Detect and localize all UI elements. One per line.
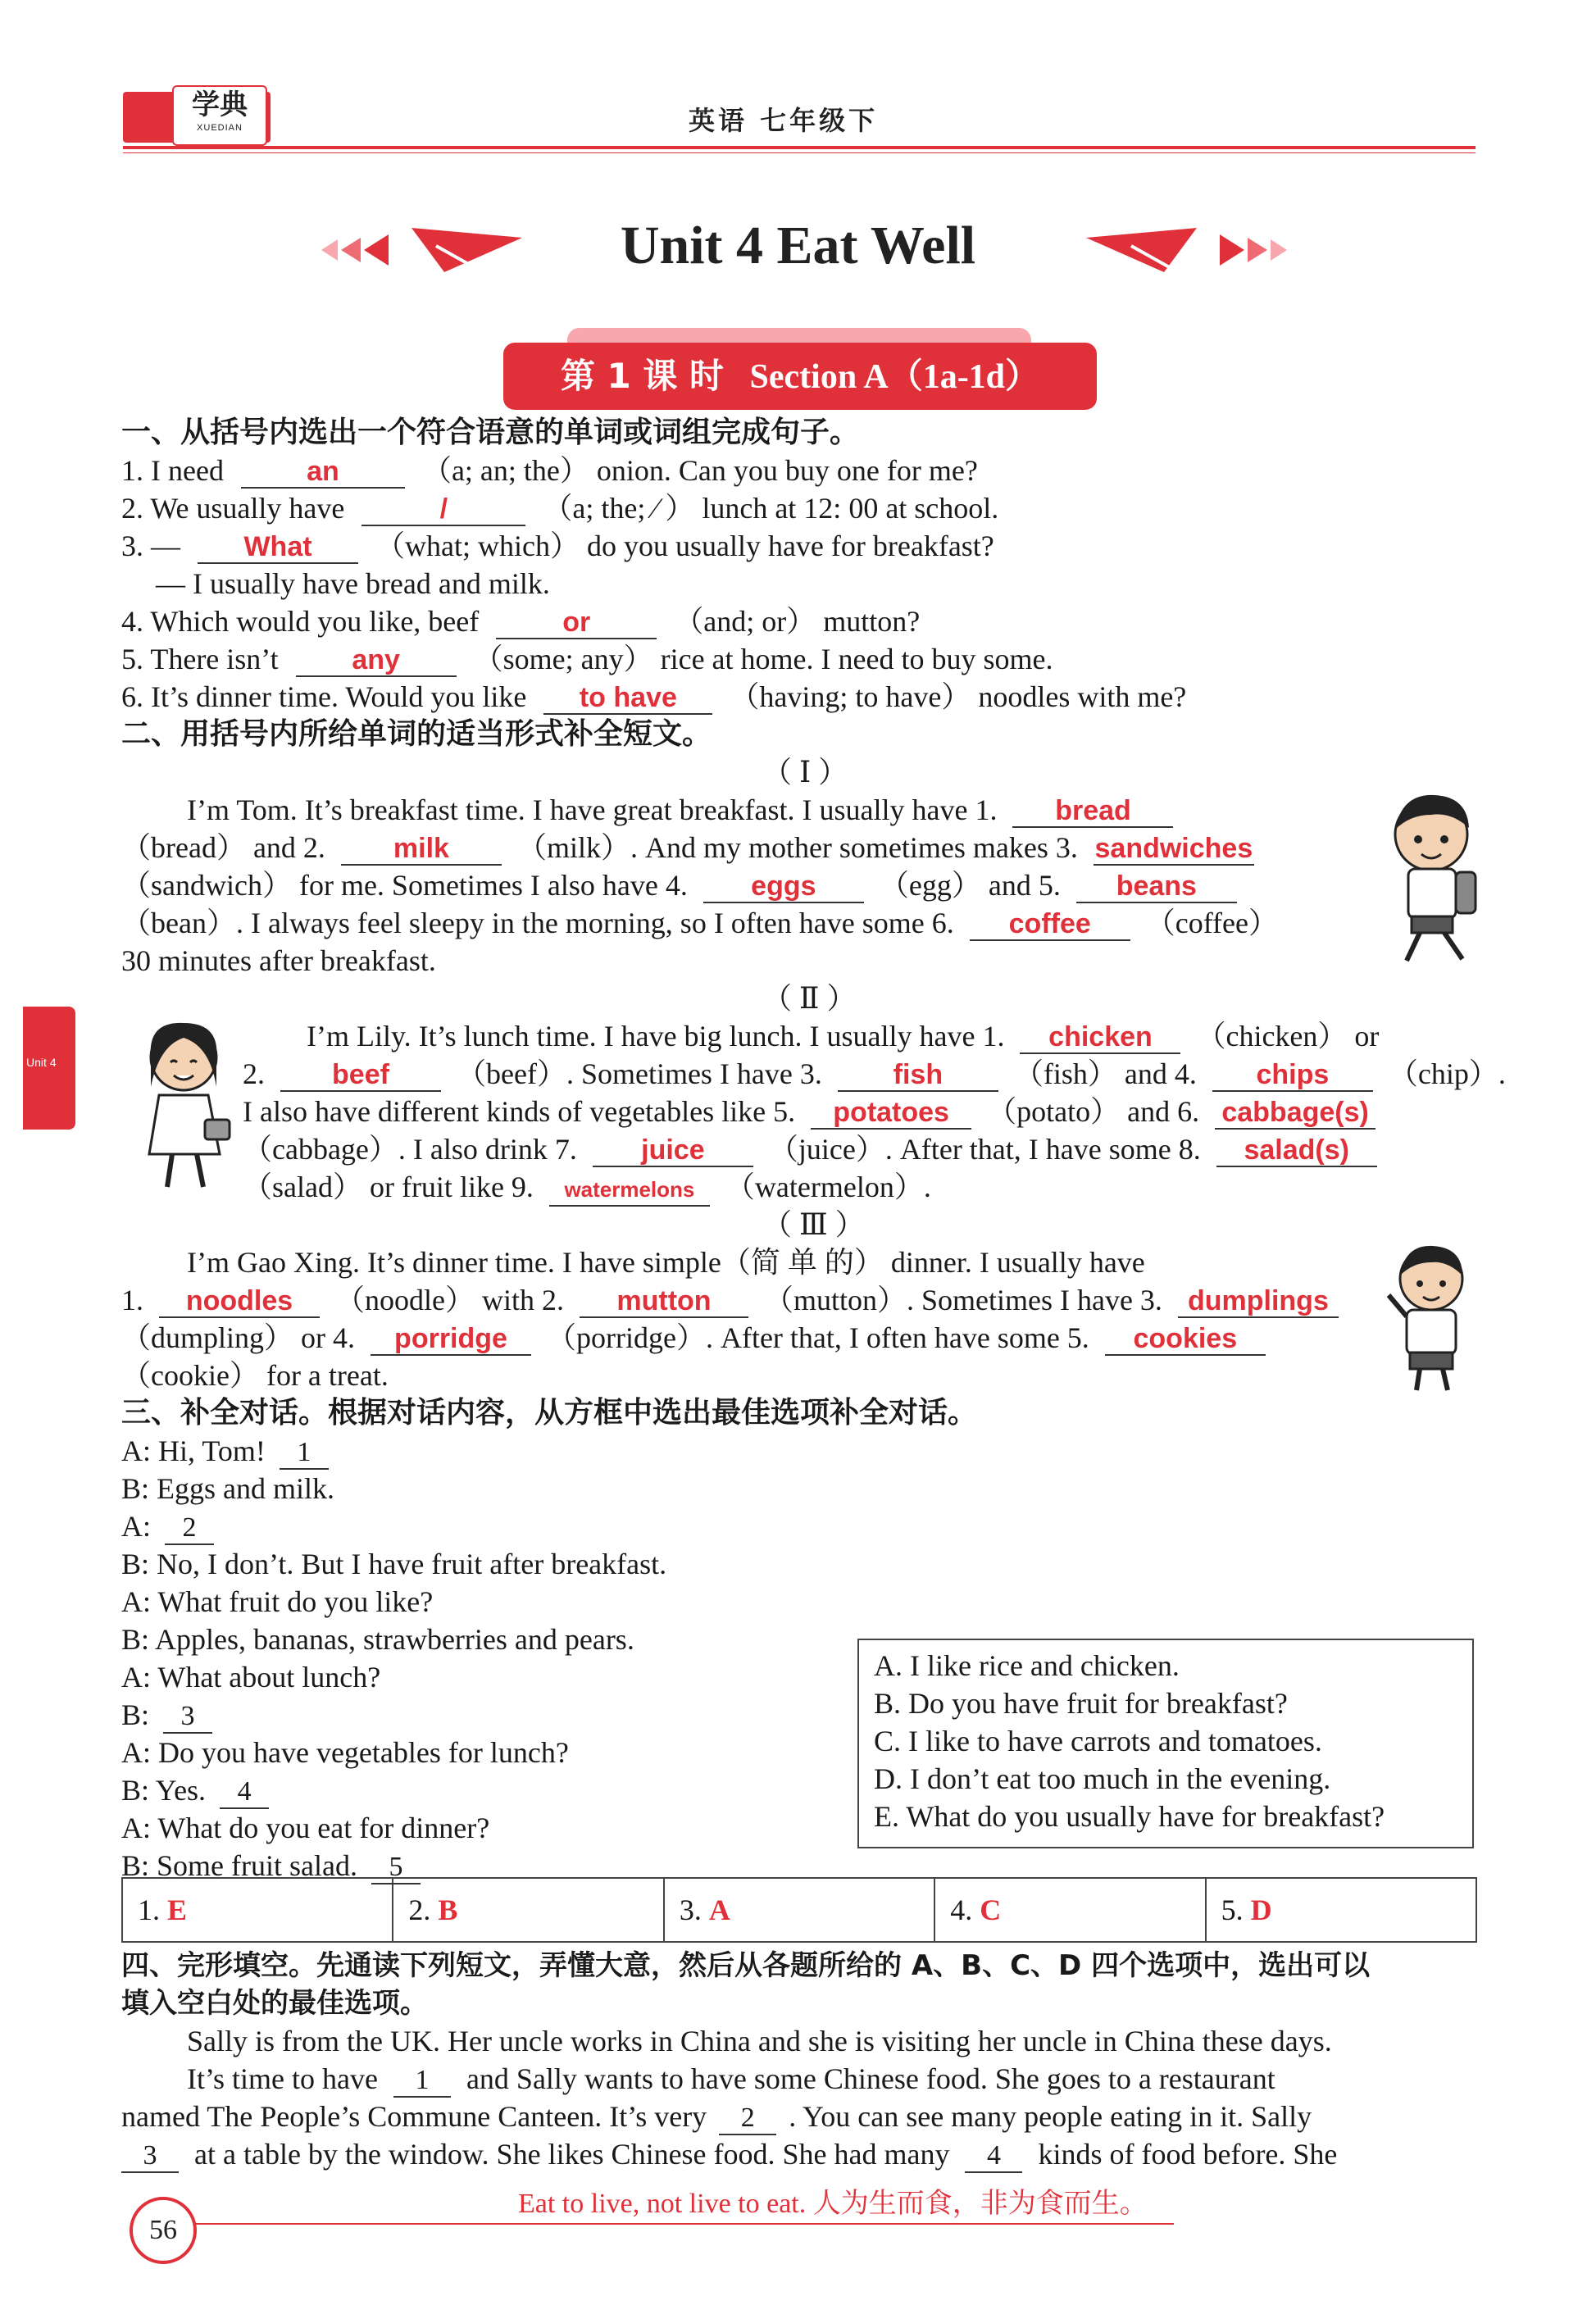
section-banner [503,343,1097,410]
option-e: E. What do you usually have for breakfast? [874,1800,1385,1833]
option-a: A. I like rice and chicken. [874,1649,1180,1682]
passage-2-line-1 [307,1018,1379,1054]
passage-3-line-4: （cookie） for a treat. [121,1359,389,1392]
p1-answer-4: eggs [703,871,864,903]
question-2 [121,490,998,526]
cloze-3-text-b: . You can see many people eating in it. Sally [789,2100,1312,2133]
part2-heading: 二、用括号内所给单词的适当形式补全短文。 [121,717,712,751]
cloze-4-text: at a table by the window. She likes Chinese food. She had many [194,2138,950,2171]
dialog-line-8 [121,1697,212,1734]
p3-l2-text: 1. [121,1284,143,1316]
part4-heading: 四、完形填空。先通读下列短文，弄懂大意，然后从各题所给的 A、B、C、D 四个选项中，选出可以 [121,1949,1371,1982]
options-box [857,1639,1474,1848]
q1-text: 1. I need [121,454,224,487]
answer-num-4: 4. [950,1894,973,1926]
p2-answer-3: fish [838,1059,998,1092]
question-1 [121,452,978,489]
cloze-blank-2: 2 [719,2103,776,2135]
answer-value-2: B [438,1894,458,1926]
p3-answer-5: cookies [1105,1323,1266,1356]
p1-answer-1: bread [1012,795,1173,828]
passage-3-line-2 [121,1282,1339,1318]
girl-illustration [131,1013,238,1193]
dialog-12-text: B: Some fruit salad. [121,1849,357,1882]
p3-l2-text-b: （noodle） with 2. [335,1284,564,1316]
answer-num-1: 1. [138,1894,160,1926]
p1-l2-text: （bread） and 2. [121,831,325,864]
p2-answer-6: cabbage(s) [1215,1097,1375,1130]
q3-text: 3. — [121,530,180,562]
logo-subtext: XUEDIAN [197,123,243,133]
cloze-2-text: It’s time to have [187,2062,378,2095]
dialog-line-9: A: Do you have vegetables for lunch? [121,1736,569,1769]
cloze-line-1: Sally is from the UK. Her uncle works in China and she is visiting her uncle in China these days. [187,2025,1332,2057]
p2-l3-text-b: （potato） and 6. [987,1095,1200,1128]
dialog-3-text: A: [121,1510,151,1543]
question-4 [121,603,920,639]
q6-options: （having; to have） noodles with me? [730,680,1187,713]
unit-side-tab [23,1007,75,1130]
dialog-line-6: B: Apples, bananas, strawberries and pears. [121,1623,634,1656]
cloze-blank-4: 4 [965,2140,1022,2173]
question-5 [121,641,1053,677]
passage-2-line-5 [243,1169,931,1207]
p1-l2-text-b: （milk）. And my mother sometimes makes 3. [516,831,1078,864]
dialog-line-10 [121,1772,269,1809]
part1-heading: 一、从括号内选出一个符合语意的单词或词组完成句子。 [121,416,860,449]
side-tab-label: Unit 4 [26,1056,57,1069]
p1-answer-3: sandwiches [1094,833,1253,864]
dialog-blank-4: 4 [220,1776,269,1809]
passage-1-line-3 [121,867,1237,903]
unit-title: Unit 4 Eat Well [620,216,976,275]
q5-answer: any [296,644,457,677]
answer-num-5: 5. [1221,1894,1244,1926]
answer-table [121,1877,1477,1943]
p2-l4-text-b: （juice）. After that, I have some 8. [768,1133,1201,1166]
p2-answer-2: beef [280,1059,441,1092]
passage-1-line-5: 30 minutes after breakfast. [121,944,436,977]
passage-2-label: （ Ⅱ ） [762,982,857,1015]
dialog-blank-3: 3 [163,1701,212,1734]
p1-answer-5: beans [1076,871,1237,903]
dialog-blank-1: 1 [280,1437,329,1470]
option-d: D. I don’t eat too much in the evening. [874,1762,1331,1795]
p2-l2-text-d: （chip）. [1388,1057,1506,1090]
subject-label: 英语 七年级下 [689,105,879,136]
dialog-line-7: A: What about lunch? [121,1661,381,1694]
answer-cell-2 [393,1879,664,1941]
q3-options: （what; which） do you usually have for breakfast? [375,530,994,562]
dialog-line-4: B: No, I don’t. But I have fruit after breakfast. [121,1548,667,1580]
answer-cell-1 [123,1879,393,1941]
q2-text: 2. We usually have [121,492,345,525]
lesson-label: 第 1 课 时 [560,356,725,396]
logo-text: 学典 [192,89,248,121]
answer-value-3: A [708,1894,730,1926]
footer-divider [190,2223,1174,2225]
p3-answer-4: porridge [371,1323,531,1356]
cloze-3-text: named The People’s Commune Canteen. It’s very [121,2100,707,2133]
dialog-line-12 [121,1848,421,1884]
answer-value-1: E [167,1894,188,1926]
dialog-8-text: B: [121,1698,150,1731]
passage-1-label: （ Ⅰ ） [762,756,848,789]
p2-answer-1: chicken [1020,1021,1180,1054]
p2-l1-text: I’m Lily. It’s lunch time. I have big lunch. I usually have 1. [307,1020,1005,1052]
option-b: B. Do you have fruit for breakfast? [874,1687,1288,1720]
passage-3-label: （ Ⅲ ） [762,1208,865,1241]
answer-cell-3 [665,1879,935,1941]
header-divider-thin [123,152,1476,153]
dialog-line-2: B: Eggs and milk. [121,1472,334,1505]
cloze-line-2 [187,2061,1275,2098]
p1-l3-text-b: （egg） and 5. [879,869,1061,902]
p1-l4-text: （bean）. I always feel sleepy in the morning, so I often have some 6. [121,907,954,939]
p2-l2-text: 2. [243,1057,265,1090]
q5-text: 5. There isn’t [121,643,279,675]
p2-answer-5: potatoes [811,1097,971,1130]
p1-l4-text-b: （coffee） [1145,907,1278,939]
p1-l3-text: （sandwich） for me. Sometimes I also have 4. [121,869,688,902]
passage-3-line-3 [121,1320,1266,1356]
answer-cell-4 [935,1879,1206,1941]
q2-options: （a; the; ∕ ） lunch at 12: 00 at school. [543,492,999,525]
p3-l2-text-c: （mutton）. Sometimes I have 3. [763,1284,1162,1316]
dialog-1-text: A: Hi, Tom! [121,1434,266,1467]
p1-l1-text: I’m Tom. It’s breakfast time. I have great breakfast. I usually have 1. [187,793,998,826]
right-arrows-icon [1074,221,1295,279]
part3-heading: 三、补全对话。根据对话内容，从方框中选出最佳选项补全对话。 [121,1396,978,1430]
p3-answer-2: mutton [580,1285,748,1318]
p3-answer-3: dumplings [1178,1285,1339,1318]
dialog-blank-5: 5 [371,1852,421,1884]
footer-motto [518,2180,1148,2221]
p2-l1-text-b: （chicken） or [1196,1020,1380,1052]
q1-answer: an [241,456,405,489]
motto-english: Eat to live, not live to eat. [518,2189,807,2219]
p3-answer-1: noodles [159,1285,320,1318]
question-6 [121,679,1186,715]
boy-illustration [1377,787,1484,967]
p2-l2-text-c: （fish） and 4. [1013,1057,1197,1090]
p1-answer-2: milk [341,833,502,866]
cloze-blank-3: 3 [121,2140,179,2173]
p3-l3-text: （dumpling） or 4. [121,1321,355,1354]
q4-text: 4. Which would you like, beef [121,605,480,638]
dialog-line-1 [121,1433,329,1470]
logo [172,85,267,146]
answer-num-3: 3. [679,1894,702,1926]
passage-2-line-3 [243,1093,1375,1130]
q5-options: （some; any） rice at home. I need to buy some. [473,643,1053,675]
p2-l4-text: （cabbage）. I also drink 7. [243,1133,577,1166]
p2-l5-text-b: （watermelon）. [725,1171,931,1203]
p2-answer-4: chips [1212,1059,1373,1092]
passage-3-line-1: I’m Gao Xing. It’s dinner time. I have simple（简 单 的） dinner. I usually have [187,1246,1145,1279]
p2-l5-text: （salad） or fruit like 9. [243,1171,534,1203]
passage-2-line-2 [243,1056,1506,1092]
header-divider [123,146,1476,149]
dialog-10-text: B: Yes. [121,1774,207,1807]
dialog-blank-2: 2 [165,1512,214,1545]
boy2-illustration [1377,1238,1484,1393]
q4-answer: or [496,607,657,639]
question-3 [121,528,994,564]
q4-options: （and; or） mutton? [674,605,921,638]
cloze-2-text-b: and Sally wants to have some Chinese food. She goes to a restaurant [466,2062,1275,2095]
p2-answer-7: juice [593,1134,753,1167]
answer-cell-5 [1207,1879,1476,1941]
cloze-line-4 [121,2136,1337,2173]
answer-value-4: C [980,1894,1002,1926]
passage-1-line-1 [187,792,1173,828]
q1-options: （a; an; the） onion. Can you buy one for me? [421,454,978,487]
p2-l3-text: I also have different kinds of vegetables like 5. [243,1095,796,1128]
part4-heading-2: 填入空白处的最佳选项。 [121,1987,428,2020]
p2-answer-9: watermelons [549,1174,710,1207]
p1-answer-6: coffee [970,908,1130,941]
q3-answer: What [198,531,358,564]
p3-l3-text-b: （porridge）. After that, I often have some 5. [547,1321,1089,1354]
answer-num-2: 2. [408,1894,431,1926]
passage-2-line-4 [243,1131,1377,1167]
q2-answer: / [361,493,525,526]
passage-1-line-4 [121,905,1278,941]
cloze-line-3 [121,2098,1312,2135]
option-c: C. I like to have carrots and tomatoes. [874,1725,1322,1757]
q6-answer: to have [543,682,712,715]
dialog-line-3 [121,1508,214,1545]
dialog-line-11: A: What do you eat for dinner? [121,1812,490,1844]
section-label: Section A（1a-1d） [749,358,1040,396]
motto-chinese: 人为生而食，非为食而生。 [812,2187,1148,2220]
p2-answer-8: salad(s) [1216,1134,1377,1167]
p2-l2-text-b: （beef）. Sometimes I have 3. [457,1057,822,1090]
question-3-reply: — I usually have bread and milk. [156,567,550,600]
cloze-4-text-b: kinds of food before. She [1038,2138,1338,2171]
dialog-line-5: A: What fruit do you like? [121,1585,434,1618]
passage-1-line-2 [121,830,1254,866]
answer-value-5: D [1250,1894,1272,1926]
q6-text: 6. It’s dinner time. Would you like [121,680,527,713]
page-number: 56 [130,2197,197,2264]
cloze-blank-1: 1 [393,2065,451,2098]
